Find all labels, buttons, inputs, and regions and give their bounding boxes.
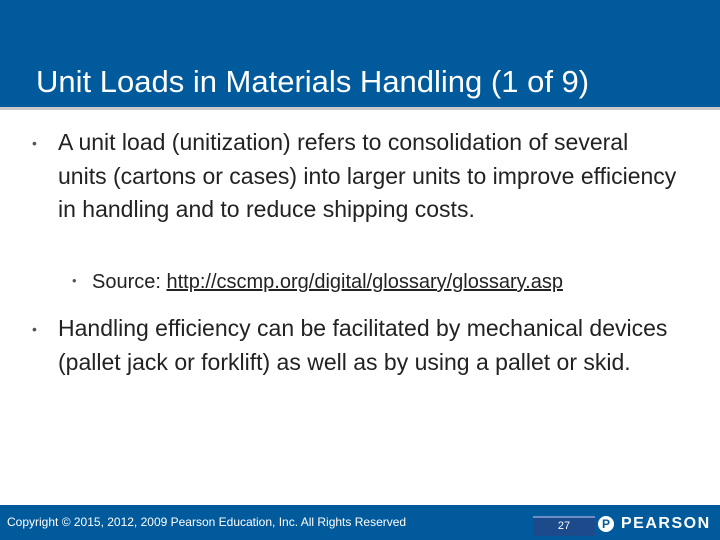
copyright-text: Copyright © 2015, 2012, 2009 Pearson Education, Inc. All Rights Reserved	[7, 515, 407, 529]
bullet-unit-load	[32, 126, 678, 227]
pearson-logo-icon	[598, 516, 614, 532]
bullet-text: Handling efficiency can be facilitated by mechanical devices (pallet jack or forklift) as well as by using a pallet or skid.	[58, 315, 668, 375]
page-number: 27	[557, 520, 571, 532]
bullet-marker: •	[32, 135, 37, 151]
source-label: Source:	[92, 271, 167, 293]
slide-title: Unit Loads in Materials Handling (1 of 9)	[36, 64, 590, 99]
bullet-marker: •	[32, 321, 37, 337]
bullet-text: A unit load (unitization) refers to consolidation of several units (cartons or cases) into larger units to improve efficiency in handling and to reduce shipping costs.	[58, 129, 677, 222]
source-link[interactable]: http://cscmp.org/digital/glossary/glossary.asp	[166, 271, 563, 293]
page-number-box	[533, 516, 595, 536]
bullet-handling-efficiency	[32, 312, 678, 379]
header-divider	[0, 107, 720, 110]
logo-letter: P	[601, 517, 610, 531]
slide-footer	[0, 505, 720, 540]
sub-bullet-source	[72, 268, 692, 296]
pearson-logo-text: PEARSON	[621, 515, 711, 532]
bullet-marker: •	[72, 273, 77, 288]
